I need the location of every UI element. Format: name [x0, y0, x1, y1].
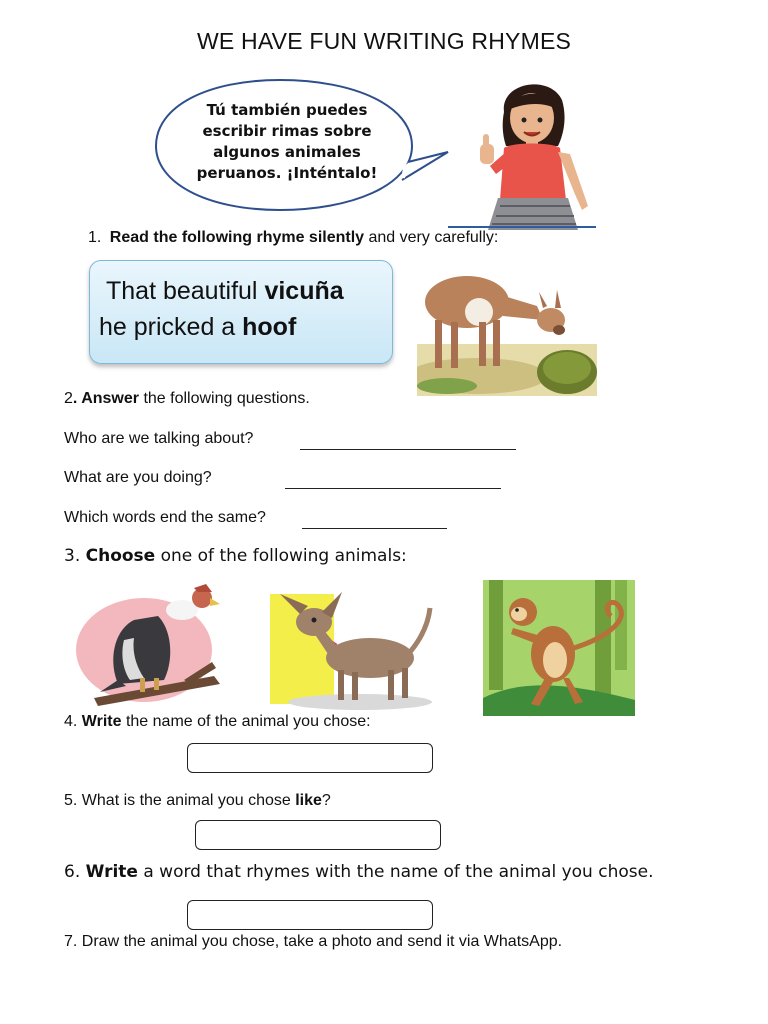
q3-rest: one of the following animals:: [155, 546, 407, 566]
page-title: WE HAVE FUN WRITING RHYMES: [196, 28, 572, 54]
question-what: [64, 469, 212, 487]
question-2: [64, 390, 310, 408]
q4-bold: Write: [81, 713, 122, 730]
monkey-illustration[interactable]: [483, 580, 635, 716]
q1-rest: and very carefully:: [364, 229, 499, 246]
q6-bold: Write: [85, 862, 138, 882]
question-1: [88, 229, 498, 247]
condor-illustration[interactable]: [74, 580, 226, 710]
q3-number: 3.: [64, 546, 86, 566]
rhyme-word-vicuna: vicuña: [264, 277, 344, 305]
question-who-text: Who are we talking about?: [64, 430, 254, 447]
rhyme-line-2-text: he pricked a: [99, 313, 243, 341]
question-3: [64, 546, 407, 566]
q1-number: 1.: [88, 229, 102, 246]
question-what-text: What are you doing?: [64, 469, 212, 486]
bubble-line: peruanos. ¡Inténtalo!: [196, 164, 378, 182]
question-which: [64, 509, 266, 527]
girl-illustration: [470, 72, 598, 232]
q4-rest: the name of the animal you chose:: [121, 713, 371, 730]
q2-bold: . Answer: [72, 390, 139, 407]
q4-number: 4.: [64, 713, 82, 730]
q5-pre: 5. What is the animal you chose: [64, 792, 296, 809]
dog-illustration[interactable]: [270, 584, 436, 712]
q3-bold: Choose: [85, 546, 156, 566]
rhyme-line-1-text: That beautiful: [106, 277, 265, 305]
divider-line: [448, 226, 596, 228]
rhyme-line-2: [99, 313, 296, 342]
question-who: [64, 430, 253, 448]
q2-number: 2: [64, 390, 73, 407]
question-7: [64, 933, 562, 951]
q6-number: 6.: [64, 862, 86, 882]
bubble-line: Tú también puedes: [206, 101, 368, 119]
q5-post: ?: [321, 792, 331, 809]
bubble-line: escribir rimas sobre: [202, 122, 372, 140]
vicuna-illustration: [417, 258, 597, 396]
rhyme-word-hoof: hoof: [242, 313, 297, 341]
q2-rest: the following questions.: [139, 390, 310, 407]
speech-bubble-text: [182, 100, 392, 184]
answer-box-rhyme-word[interactable]: [187, 900, 433, 930]
answer-line-which[interactable]: [302, 509, 447, 529]
answer-line-who[interactable]: [300, 430, 516, 450]
rhyme-line-1: [106, 277, 344, 306]
question-4: [64, 713, 371, 731]
question-6: [64, 861, 724, 884]
question-5: [64, 792, 331, 810]
bubble-line: algunos animales: [213, 143, 361, 161]
q5-bold: like: [295, 792, 322, 809]
answer-box-animal-name[interactable]: [187, 743, 433, 773]
q6-rest: a word that rhymes with the name of the animal you chose.: [137, 862, 654, 882]
q7-text: 7. Draw the animal you chose, take a photo and send it via WhatsApp.: [64, 933, 563, 950]
answer-box-animal-like[interactable]: [195, 820, 441, 850]
answer-line-what[interactable]: [285, 469, 501, 489]
question-which-text: Which words end the same?: [64, 509, 266, 526]
rhyme-box: [89, 260, 393, 364]
q1-bold: Read the following rhyme silently: [109, 229, 365, 246]
